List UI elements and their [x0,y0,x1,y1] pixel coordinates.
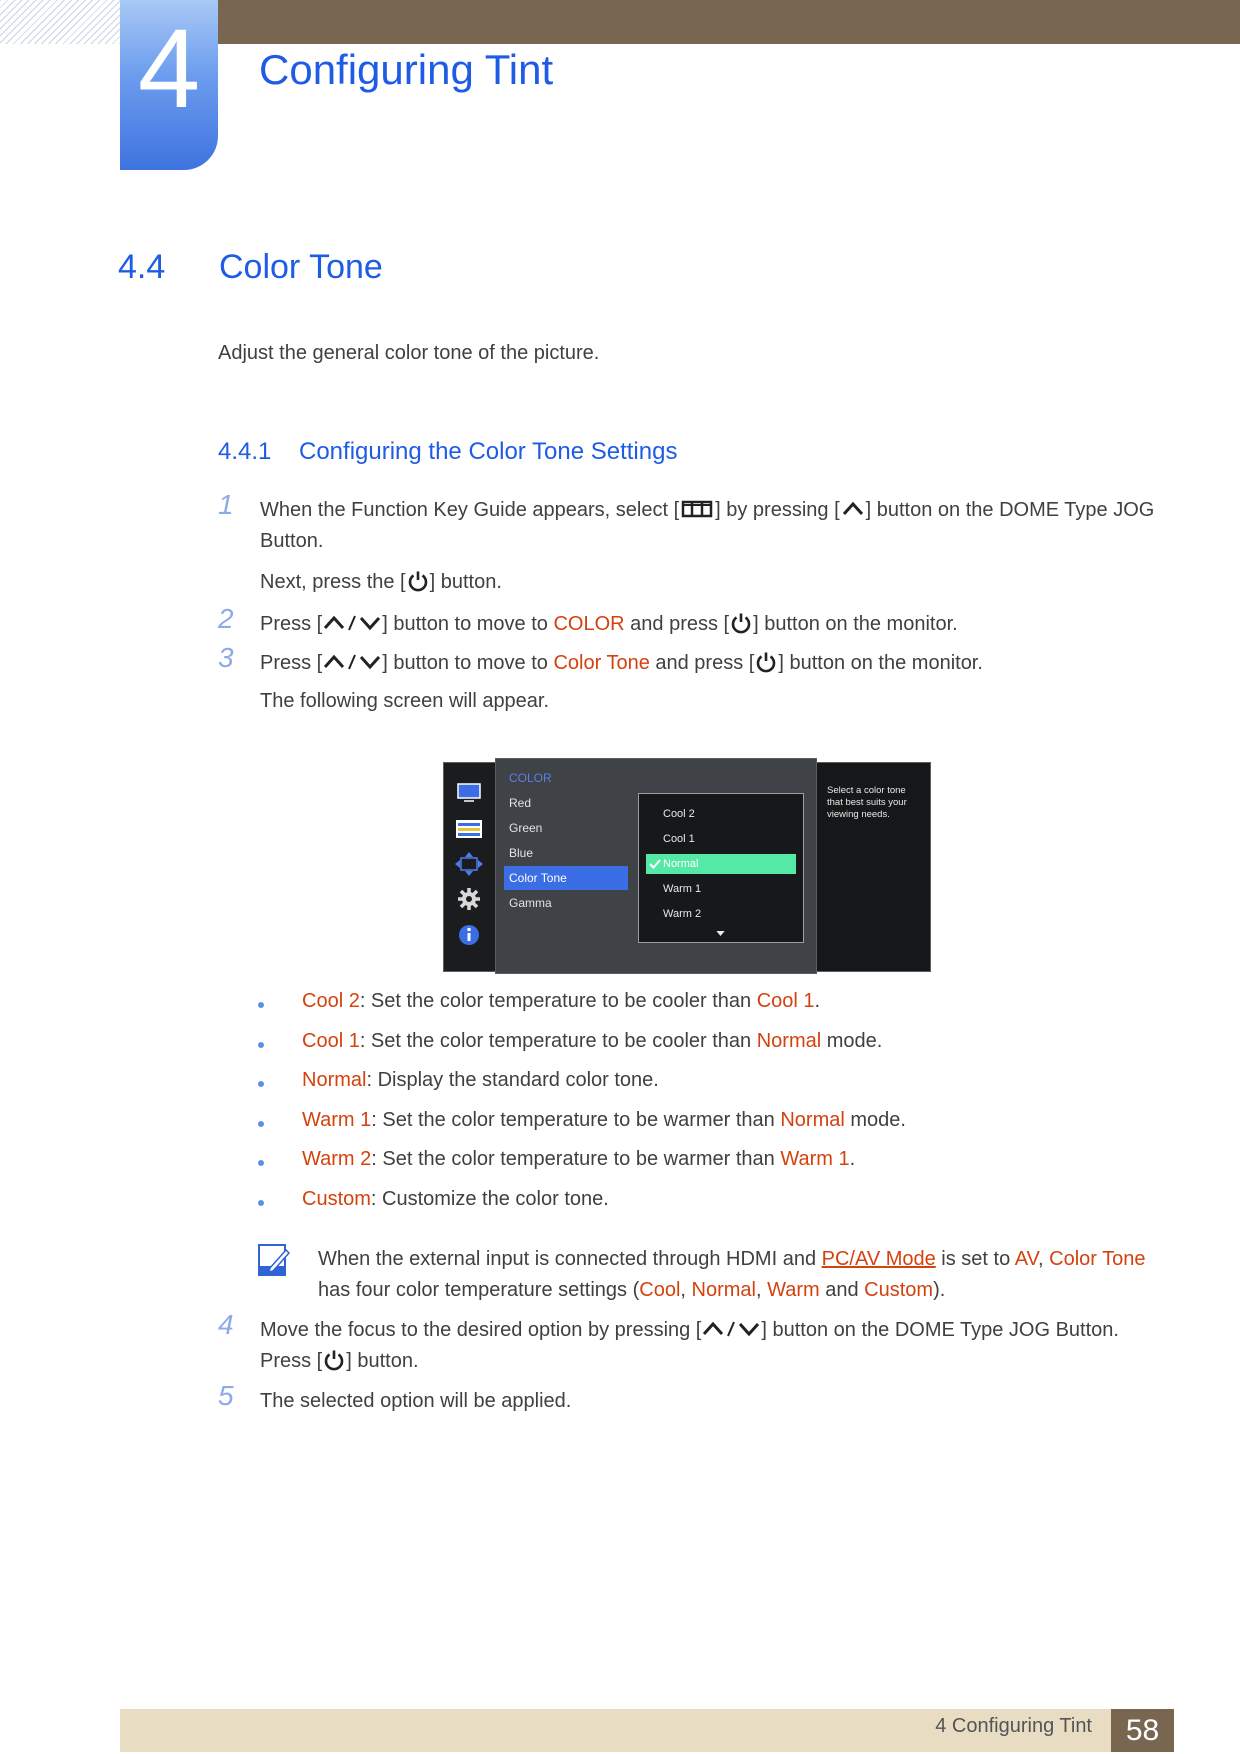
option-text: : Customize the color tone. [370,1187,609,1210]
checkmark-icon [649,858,661,870]
bullet-dot [258,1042,264,1048]
option-text: : Set the color temperature to be warmer than [371,1148,781,1170]
step-line [260,1315,1160,1346]
note-text [318,1244,1168,1306]
pc-av-mode-link[interactable]: PC/AV Mode [821,1248,936,1270]
up-down-arrows-icon [322,611,382,635]
step-text: ] button on the DOME Type JOG Button. [761,1319,1119,1341]
note-span: and [819,1279,865,1301]
list-item [258,1069,906,1109]
step-body [260,648,1160,717]
info-icon [454,923,484,947]
bullet-dot [258,1160,264,1166]
step-text: ] button. [429,571,502,593]
chapter-number: 4 [137,6,201,131]
note-line [318,1244,1168,1275]
subsection-title [218,438,677,466]
step-text: ] button to move to [382,652,554,674]
power-icon [754,650,778,674]
note-highlight: Warm [767,1279,820,1301]
step-line [260,567,1160,598]
bullet-dot [258,1002,264,1008]
header-hatch [0,0,120,44]
step-text: ] by pressing [ [715,499,840,521]
option-text: . [849,1148,856,1170]
option-term: Cool 2 [302,990,360,1012]
header-bar [218,0,1240,44]
option-text: . [814,990,821,1012]
step-number: 5 [218,1380,234,1411]
power-icon [406,569,430,593]
section-intro: Adjust the general color tone of the picture. [218,342,600,364]
note-pencil-icon [258,1244,290,1276]
osd-help-text: Select a color tone that best suits your viewing needs. [827,785,907,820]
step-text: Press [ [260,652,323,674]
list-item [258,1148,906,1188]
note-span: , [680,1279,692,1301]
up-down-arrows-icon [322,650,382,674]
bullet-dot [258,1121,264,1127]
step-text: Press [ [260,613,323,635]
osd-option[interactable]: Warm 1 [663,883,702,895]
subsection-number: 4.4.1 [218,438,272,465]
step-target: Color Tone [553,652,650,674]
resize-arrows-icon [454,852,484,876]
option-text: : Display the standard color tone. [366,1069,659,1091]
osd-menu-item[interactable]: Blue [509,846,534,860]
option-text: mode. [821,1029,883,1052]
note-line [318,1275,1168,1306]
step-text: Next, press the [ [260,571,406,593]
note-box [258,1244,1158,1308]
section-name: Color Tone [219,248,383,286]
note-highlight: Normal [691,1279,756,1301]
step-line [260,1346,1160,1377]
option-ref: Cool 1 [756,990,815,1012]
osd-menu-item[interactable]: Gamma [509,896,552,910]
osd-icon-column [443,762,497,972]
note-highlight: Cool [639,1279,681,1301]
page-number: 58 [1111,1709,1174,1752]
step-number: 4 [218,1309,234,1340]
bullet-dot [258,1081,264,1087]
note-highlight: Color Tone [1049,1248,1146,1270]
list-item [258,990,906,1030]
option-term: Warm 2 [302,1148,372,1170]
osd-submenu [638,793,804,943]
step-body [260,495,1160,598]
note-highlight: AV [1014,1248,1039,1270]
option-text: mode. [844,1108,906,1131]
note-span: When the external input is connected through HDMI and [318,1248,822,1270]
step-text: and press [ [649,652,755,674]
step-body [260,1315,1160,1377]
step-number: 3 [218,642,234,673]
osd-option-label: Normal [663,858,699,870]
step-text: ] button on the DOME Type JOG [865,499,1155,521]
step-target: COLOR [553,613,625,635]
step-text: ] button. [346,1350,419,1372]
option-term: Cool 1 [302,1029,360,1052]
option-text: : Set the color temperature to be warmer than [371,1108,781,1131]
step-number: 2 [218,603,234,634]
list-item [258,1030,906,1070]
note-span: has four color temperature settings ( [318,1279,640,1301]
color-bars-icon [454,817,484,841]
option-term: Custom [302,1187,371,1210]
option-term: Normal [302,1069,367,1091]
step-text: ] button on the monitor. [753,613,958,635]
monitor-icon [454,781,484,805]
section-title [118,248,383,287]
step-text: Press [ [260,1350,323,1372]
step-line: The following screen will appear. [260,690,550,712]
osd-option[interactable]: Cool 2 [663,808,695,820]
step-body: The selected option will be applied. [260,1390,572,1412]
up-down-arrows-icon [701,1317,761,1341]
note-span: , [1038,1248,1050,1270]
scroll-down-icon[interactable] [716,931,725,936]
step-text: ] button to move to [382,613,554,635]
step-number: 1 [218,489,234,520]
power-icon [322,1348,346,1372]
step-text: and press [ [624,613,730,635]
osd-option[interactable]: Cool 1 [663,833,695,845]
note-span: , [755,1279,768,1301]
note-span: is set to [935,1248,1015,1270]
option-ref: Normal [780,1108,845,1131]
osd-menu-item-selected[interactable]: Color Tone [504,866,628,890]
chapter-title: Configuring Tint [259,46,554,93]
list-item [258,1188,906,1228]
osd-menu-title: COLOR [509,771,552,785]
gear-icon [454,887,484,911]
osd-menu [495,758,817,974]
step-line [260,648,1160,679]
option-text: : Set the color temperature to be cooler than [359,990,757,1012]
osd-option-selected[interactable] [646,854,796,874]
footer-chapter: 4 Configuring Tint [935,1715,1092,1737]
up-arrow-icon [840,497,866,521]
osd-option[interactable]: Warm 2 [663,908,702,920]
osd-screenshot [443,758,931,974]
step-text: ] button on the monitor. [778,652,983,674]
step-text: When the Function Key Guide appears, select [ [260,499,680,521]
bullet-dot [258,1200,264,1206]
osd-help-panel [816,762,931,972]
osd-menu-item[interactable]: Green [509,821,543,835]
option-list [258,990,906,1227]
step-line [260,495,1160,526]
section-number: 4.4 [118,248,166,286]
power-icon [729,611,753,635]
option-ref: Warm 1 [780,1148,850,1170]
subsection-name: Configuring the Color Tone Settings [299,438,678,465]
option-term: Warm 1 [302,1108,372,1131]
osd-menu-item[interactable]: Red [509,796,532,810]
note-highlight: Custom [864,1279,934,1301]
list-item [258,1109,906,1149]
step-text: Move the focus to the desired option by pressing [ [260,1319,702,1341]
chapter-tab [120,0,218,170]
note-span: ). [933,1279,946,1301]
option-ref: Normal [756,1029,822,1052]
menu-icon [679,497,715,521]
step-body [260,609,1160,640]
option-text: : Set the color temperature to be cooler than [359,1029,757,1052]
step-line: Button. [260,530,324,552]
